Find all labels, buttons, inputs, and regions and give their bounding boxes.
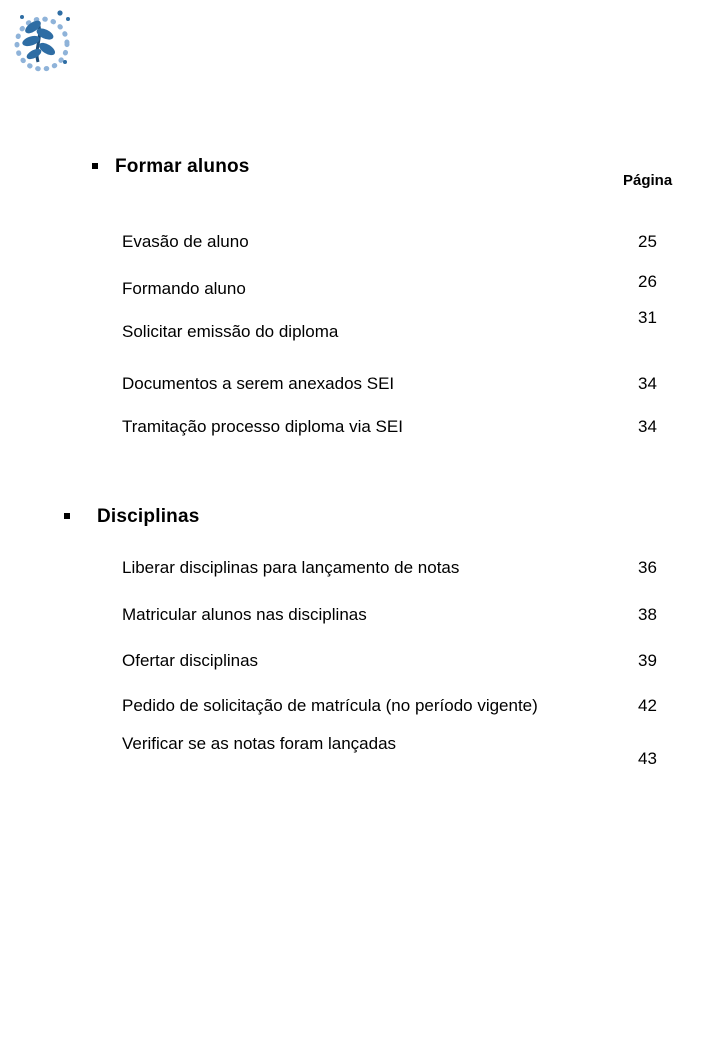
toc-row bbox=[0, 308, 720, 344]
toc-row bbox=[0, 374, 720, 396]
toc-item-page: 42 bbox=[638, 696, 657, 715]
plant-emblem-icon bbox=[8, 4, 80, 76]
toc-item-page: 38 bbox=[638, 605, 657, 624]
toc-item-label: Evasão de aluno bbox=[122, 232, 249, 251]
toc-item-label: Verificar se as notas foram lançadas bbox=[122, 734, 397, 753]
toc-item-page: 39 bbox=[638, 651, 657, 670]
toc-item-page: 31 bbox=[638, 308, 657, 327]
toc-item-label: Ofertar disciplinas bbox=[122, 651, 259, 670]
toc-item-label: Formando aluno bbox=[122, 279, 246, 298]
toc-item-page: 25 bbox=[638, 232, 657, 251]
toc-row bbox=[0, 417, 720, 439]
toc-item-page: 26 bbox=[638, 272, 657, 291]
toc-row bbox=[0, 651, 720, 673]
toc-row bbox=[0, 232, 720, 254]
toc-row bbox=[0, 272, 720, 301]
toc-item-page: 43 bbox=[638, 749, 657, 768]
toc-row bbox=[0, 558, 720, 580]
toc-item-label: Documentos a serem anexados SEI bbox=[122, 374, 395, 393]
toc-row bbox=[0, 696, 720, 718]
institution-logo bbox=[8, 4, 80, 76]
toc-item-page: 34 bbox=[638, 374, 657, 393]
section-heading-formar-alunos bbox=[92, 156, 250, 178]
bullet-icon bbox=[64, 513, 70, 519]
toc-item-label: Solicitar emissão do diploma bbox=[122, 322, 339, 341]
toc-row bbox=[0, 605, 720, 627]
page-column-label: Página bbox=[623, 172, 673, 189]
toc-item-label: Pedido de solicitação de matrícula (no período vigente) bbox=[122, 696, 538, 715]
bullet-icon bbox=[92, 163, 98, 169]
toc-item-page: 34 bbox=[638, 417, 657, 436]
section-heading-disciplinas bbox=[64, 506, 200, 528]
toc-row bbox=[0, 734, 720, 768]
toc-item-label: Tramitação processo diploma via SEI bbox=[122, 417, 403, 436]
toc-item-label: Liberar disciplinas para lançamento de notas bbox=[122, 558, 460, 577]
section-title: Formar alunos bbox=[115, 156, 250, 177]
toc-item-page: 36 bbox=[638, 558, 657, 577]
toc-item-label: Matricular alunos nas disciplinas bbox=[122, 605, 367, 624]
section-title: Disciplinas bbox=[97, 506, 200, 527]
